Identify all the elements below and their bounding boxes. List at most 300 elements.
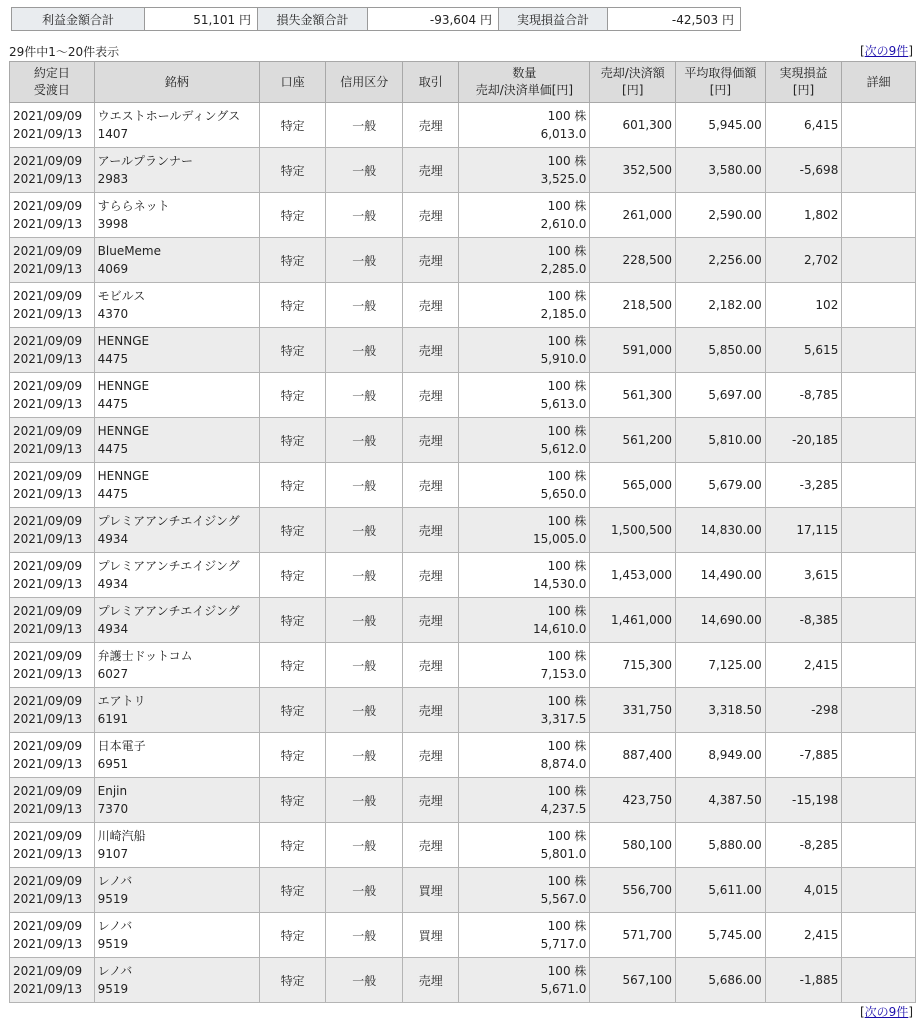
margin-type: 一般 — [326, 373, 403, 418]
profit-total-label: 利益金額合計 — [12, 8, 145, 31]
trade-date: 2021/09/09 — [13, 964, 83, 978]
realized-pl: 3,615 — [765, 553, 842, 598]
date-cell — [10, 733, 95, 778]
unit-price: 7,153.0 — [540, 667, 587, 681]
stock-name: ウエストホールディングス — [97, 109, 241, 123]
date-cell — [10, 508, 95, 553]
stock-name: エアトリ — [97, 694, 146, 708]
qty-cell — [459, 553, 590, 598]
margin-type: 一般 — [326, 598, 403, 643]
margin-type: 一般 — [326, 193, 403, 238]
pagination-top: [次の9件] — [859, 44, 913, 58]
avg-cost: 5,697.00 — [676, 373, 766, 418]
table-row — [10, 148, 916, 193]
table-row — [10, 598, 916, 643]
settle-date: 2021/09/13 — [13, 397, 83, 411]
table-row — [10, 463, 916, 508]
account-type: 特定 — [259, 643, 326, 688]
stock-code: 6027 — [97, 667, 129, 681]
settle-date: 2021/09/13 — [13, 532, 83, 546]
header-date: 約定日 受渡日 — [10, 62, 95, 103]
realized-pl: 5,615 — [765, 328, 842, 373]
date-cell — [10, 598, 95, 643]
trade-type: 売埋 — [402, 553, 458, 598]
unit-price: 5,910.0 — [540, 352, 587, 366]
qty-cell — [459, 958, 590, 1003]
table-row — [10, 193, 916, 238]
stock-code: 6951 — [97, 757, 129, 771]
settle-amount: 561,200 — [590, 418, 676, 463]
trade-date: 2021/09/09 — [13, 919, 83, 933]
avg-cost: 5,850.00 — [676, 328, 766, 373]
date-cell — [10, 103, 95, 148]
date-cell — [10, 778, 95, 823]
stock-name: HENNGE — [97, 334, 150, 348]
detail-cell — [842, 238, 916, 283]
table-row — [10, 373, 916, 418]
trade-type: 売埋 — [402, 148, 458, 193]
stock-cell — [94, 418, 259, 463]
realized-total-label: 実現損益合計 — [499, 8, 608, 31]
header-detail: 詳細 — [842, 62, 916, 103]
margin-type: 一般 — [326, 553, 403, 598]
unit-price: 4,237.5 — [540, 802, 587, 816]
trade-date: 2021/09/09 — [13, 694, 83, 708]
date-cell — [10, 553, 95, 598]
detail-cell — [842, 328, 916, 373]
realized-pl: -298 — [765, 688, 842, 733]
unit-price: 15,005.0 — [532, 532, 587, 546]
trade-type: 売埋 — [402, 643, 458, 688]
settle-amount: 601,300 — [590, 103, 676, 148]
qty-cell — [459, 643, 590, 688]
stock-code: 2983 — [97, 172, 129, 186]
header-realized-pl: 実現損益 [円] — [765, 62, 842, 103]
margin-type: 一般 — [326, 688, 403, 733]
profit-total-value: 51,101 円 — [145, 8, 258, 31]
realized-pl: 2,415 — [765, 913, 842, 958]
quantity: 100 株 — [547, 964, 587, 978]
stock-code: 4475 — [97, 397, 129, 411]
unit-price: 5,717.0 — [540, 937, 587, 951]
settle-amount: 556,700 — [590, 868, 676, 913]
margin-type: 一般 — [326, 913, 403, 958]
stock-code: 3998 — [97, 217, 129, 231]
table-row — [10, 823, 916, 868]
stock-cell — [94, 958, 259, 1003]
table-row — [10, 778, 916, 823]
header-name: 銘柄 — [94, 62, 259, 103]
detail-cell — [842, 373, 916, 418]
realized-pl: 17,115 — [765, 508, 842, 553]
detail-cell — [842, 283, 916, 328]
stock-cell — [94, 643, 259, 688]
stock-name: レノバ — [97, 919, 133, 933]
settle-date: 2021/09/13 — [13, 982, 83, 996]
avg-cost: 4,387.50 — [676, 778, 766, 823]
trade-type: 売埋 — [402, 283, 458, 328]
account-type: 特定 — [259, 103, 326, 148]
stock-name: プレミアアンチエイジング — [97, 514, 240, 528]
date-cell — [10, 643, 95, 688]
quantity: 100 株 — [547, 604, 587, 618]
stock-name: レノバ — [97, 874, 133, 888]
trade-type: 売埋 — [402, 103, 458, 148]
unit-price: 14,610.0 — [532, 622, 587, 636]
trade-date: 2021/09/09 — [13, 874, 83, 888]
stock-code: 4934 — [97, 622, 129, 636]
quantity: 100 株 — [547, 874, 587, 888]
stock-cell — [94, 823, 259, 868]
margin-type: 一般 — [326, 508, 403, 553]
account-type: 特定 — [259, 463, 326, 508]
quantity: 100 株 — [547, 649, 587, 663]
settle-date: 2021/09/13 — [13, 577, 83, 591]
table-row — [10, 913, 916, 958]
trade-date: 2021/09/09 — [13, 334, 83, 348]
avg-cost: 5,745.00 — [676, 913, 766, 958]
trade-type: 売埋 — [402, 373, 458, 418]
trade-type: 売埋 — [402, 733, 458, 778]
date-cell — [10, 868, 95, 913]
qty-cell — [459, 463, 590, 508]
quantity: 100 株 — [547, 469, 587, 483]
account-type: 特定 — [259, 193, 326, 238]
date-cell — [10, 328, 95, 373]
unit-price: 3,317.5 — [540, 712, 587, 726]
table-row — [10, 643, 916, 688]
trade-type: 売埋 — [402, 463, 458, 508]
margin-type: 一般 — [326, 823, 403, 868]
avg-cost: 5,679.00 — [676, 463, 766, 508]
stock-code: 4475 — [97, 487, 129, 501]
settle-date: 2021/09/13 — [13, 442, 83, 456]
settle-amount: 591,000 — [590, 328, 676, 373]
header-qty: 数量 売却/決済単価[円] — [459, 62, 590, 103]
trade-date: 2021/09/09 — [13, 469, 83, 483]
account-type: 特定 — [259, 418, 326, 463]
margin-type: 一般 — [326, 238, 403, 283]
realized-pl: 2,415 — [765, 643, 842, 688]
settle-date: 2021/09/13 — [13, 217, 83, 231]
stock-name: プレミアアンチエイジング — [97, 559, 240, 573]
stock-name: HENNGE — [97, 469, 150, 483]
quantity: 100 株 — [547, 109, 587, 123]
stock-name: 川崎汽船 — [97, 829, 146, 843]
unit-price: 2,610.0 — [540, 217, 587, 231]
quantity: 100 株 — [547, 784, 587, 798]
account-type: 特定 — [259, 508, 326, 553]
realized-pl: 4,015 — [765, 868, 842, 913]
qty-cell — [459, 733, 590, 778]
stock-name: アールプランナー — [97, 154, 194, 168]
settle-amount: 352,500 — [590, 148, 676, 193]
next-page-link[interactable]: 次の9件 — [864, 1005, 909, 1019]
stock-cell — [94, 373, 259, 418]
realized-pl: -8,785 — [765, 373, 842, 418]
settle-date: 2021/09/13 — [13, 712, 83, 726]
settle-amount: 887,400 — [590, 733, 676, 778]
stock-cell — [94, 553, 259, 598]
quantity: 100 株 — [547, 244, 587, 258]
detail-cell — [842, 958, 916, 1003]
header-margin: 信用区分 — [326, 62, 403, 103]
quantity: 100 株 — [547, 739, 587, 753]
table-row — [10, 103, 916, 148]
realized-total-value: -42,503 円 — [608, 8, 741, 31]
qty-cell — [459, 868, 590, 913]
settle-amount: 228,500 — [590, 238, 676, 283]
qty-cell — [459, 598, 590, 643]
trade-date: 2021/09/09 — [13, 829, 83, 843]
stock-cell — [94, 328, 259, 373]
table-row — [10, 688, 916, 733]
next-page-link[interactable]: 次の9件 — [864, 44, 909, 58]
trade-date: 2021/09/09 — [13, 649, 83, 663]
settle-amount: 571,700 — [590, 913, 676, 958]
trade-type: 買埋 — [402, 913, 458, 958]
margin-type: 一般 — [326, 328, 403, 373]
unit-price: 8,874.0 — [540, 757, 587, 771]
stock-name: HENNGE — [97, 424, 150, 438]
qty-cell — [459, 283, 590, 328]
margin-type: 一般 — [326, 733, 403, 778]
settle-amount: 423,750 — [590, 778, 676, 823]
qty-cell — [459, 688, 590, 733]
avg-cost: 5,880.00 — [676, 823, 766, 868]
stock-code: 9519 — [97, 892, 129, 906]
settle-date: 2021/09/13 — [13, 622, 83, 636]
avg-cost: 14,830.00 — [676, 508, 766, 553]
margin-type: 一般 — [326, 643, 403, 688]
trade-type: 売埋 — [402, 418, 458, 463]
trade-date: 2021/09/09 — [13, 514, 83, 528]
table-row — [10, 418, 916, 463]
settle-date: 2021/09/13 — [13, 127, 83, 141]
detail-cell — [842, 688, 916, 733]
stock-code: 9107 — [97, 847, 129, 861]
stock-cell — [94, 193, 259, 238]
settle-date: 2021/09/13 — [13, 487, 83, 501]
qty-cell — [459, 508, 590, 553]
realized-pl: 2,702 — [765, 238, 842, 283]
trade-type: 売埋 — [402, 958, 458, 1003]
stock-cell — [94, 103, 259, 148]
realized-pl: 1,802 — [765, 193, 842, 238]
unit-price: 5,671.0 — [540, 982, 587, 996]
date-cell — [10, 418, 95, 463]
stock-cell — [94, 463, 259, 508]
detail-cell — [842, 418, 916, 463]
header-avg-cost: 平均取得価額 [円] — [676, 62, 766, 103]
account-type: 特定 — [259, 913, 326, 958]
avg-cost: 14,490.00 — [676, 553, 766, 598]
stock-cell — [94, 868, 259, 913]
realized-pl: -8,385 — [765, 598, 842, 643]
stock-name: すららネット — [97, 199, 170, 213]
settle-date: 2021/09/13 — [13, 757, 83, 771]
avg-cost: 5,686.00 — [676, 958, 766, 1003]
trade-date: 2021/09/09 — [13, 289, 83, 303]
qty-cell — [459, 823, 590, 868]
detail-cell — [842, 508, 916, 553]
date-cell — [10, 283, 95, 328]
detail-cell — [842, 823, 916, 868]
table-header — [10, 62, 916, 103]
summary-bar — [11, 7, 741, 31]
quantity: 100 株 — [547, 289, 587, 303]
account-type: 特定 — [259, 688, 326, 733]
loss-total-value: -93,604 円 — [368, 8, 499, 31]
trade-date: 2021/09/09 — [13, 784, 83, 798]
quantity: 100 株 — [547, 379, 587, 393]
trade-history-table — [9, 61, 916, 1003]
settle-amount: 1,453,000 — [590, 553, 676, 598]
stock-name: Enjin — [97, 784, 128, 798]
settle-amount: 1,461,000 — [590, 598, 676, 643]
date-cell — [10, 823, 95, 868]
stock-cell — [94, 913, 259, 958]
detail-cell — [842, 193, 916, 238]
header-trade: 取引 — [402, 62, 458, 103]
detail-cell — [842, 643, 916, 688]
unit-price: 5,613.0 — [540, 397, 587, 411]
unit-price: 5,567.0 — [540, 892, 587, 906]
unit-price: 2,285.0 — [540, 262, 587, 276]
settle-date: 2021/09/13 — [13, 352, 83, 366]
quantity: 100 株 — [547, 919, 587, 933]
table-row — [10, 238, 916, 283]
account-type: 特定 — [259, 778, 326, 823]
account-type: 特定 — [259, 373, 326, 418]
trade-date: 2021/09/09 — [13, 244, 83, 258]
date-cell — [10, 958, 95, 1003]
detail-cell — [842, 868, 916, 913]
trade-date: 2021/09/09 — [13, 109, 83, 123]
stock-code: 4475 — [97, 352, 129, 366]
unit-price: 2,185.0 — [540, 307, 587, 321]
realized-pl: 102 — [765, 283, 842, 328]
stock-name: HENNGE — [97, 379, 150, 393]
avg-cost: 2,182.00 — [676, 283, 766, 328]
avg-cost: 5,945.00 — [676, 103, 766, 148]
detail-cell — [842, 553, 916, 598]
avg-cost: 2,590.00 — [676, 193, 766, 238]
qty-cell — [459, 778, 590, 823]
settle-date: 2021/09/13 — [13, 937, 83, 951]
stock-name: 日本電子 — [97, 739, 146, 753]
account-type: 特定 — [259, 328, 326, 373]
avg-cost: 8,949.00 — [676, 733, 766, 778]
stock-code: 6191 — [97, 712, 129, 726]
detail-cell — [842, 733, 916, 778]
account-type: 特定 — [259, 823, 326, 868]
settle-amount: 261,000 — [590, 193, 676, 238]
quantity: 100 株 — [547, 694, 587, 708]
margin-type: 一般 — [326, 958, 403, 1003]
realized-pl: -7,885 — [765, 733, 842, 778]
stock-name: 弁護士ドットコム — [97, 649, 193, 663]
realized-pl: -20,185 — [765, 418, 842, 463]
settle-date: 2021/09/13 — [13, 847, 83, 861]
trade-type: 売埋 — [402, 598, 458, 643]
table-row — [10, 328, 916, 373]
settle-amount: 561,300 — [590, 373, 676, 418]
account-type: 特定 — [259, 958, 326, 1003]
realized-pl: -3,285 — [765, 463, 842, 508]
trade-type: 売埋 — [402, 778, 458, 823]
account-type: 特定 — [259, 148, 326, 193]
date-cell — [10, 913, 95, 958]
pagination-bottom: [次の9件] — [859, 1005, 913, 1019]
margin-type: 一般 — [326, 778, 403, 823]
date-cell — [10, 238, 95, 283]
table-row — [10, 283, 916, 328]
quantity: 100 株 — [547, 559, 587, 573]
date-cell — [10, 463, 95, 508]
account-type: 特定 — [259, 238, 326, 283]
header-amount: 売却/決済額 [円] — [590, 62, 676, 103]
trade-type: 売埋 — [402, 328, 458, 373]
margin-type: 一般 — [326, 418, 403, 463]
account-type: 特定 — [259, 598, 326, 643]
trade-type: 売埋 — [402, 238, 458, 283]
stock-code: 9519 — [97, 982, 129, 996]
account-type: 特定 — [259, 283, 326, 328]
unit-price: 5,801.0 — [540, 847, 587, 861]
qty-cell — [459, 103, 590, 148]
trade-date: 2021/09/09 — [13, 379, 83, 393]
table-row — [10, 868, 916, 913]
date-cell — [10, 148, 95, 193]
date-cell — [10, 373, 95, 418]
unit-price: 6,013.0 — [540, 127, 587, 141]
stock-code: 4370 — [97, 307, 129, 321]
trade-date: 2021/09/09 — [13, 424, 83, 438]
detail-cell — [842, 148, 916, 193]
settle-date: 2021/09/13 — [13, 172, 83, 186]
margin-type: 一般 — [326, 283, 403, 328]
quantity: 100 株 — [547, 334, 587, 348]
account-type: 特定 — [259, 733, 326, 778]
settle-date: 2021/09/13 — [13, 262, 83, 276]
table-row — [10, 733, 916, 778]
realized-pl: -1,885 — [765, 958, 842, 1003]
realized-pl: 6,415 — [765, 103, 842, 148]
table-row — [10, 508, 916, 553]
realized-pl: -15,198 — [765, 778, 842, 823]
trade-type: 売埋 — [402, 823, 458, 868]
qty-cell — [459, 373, 590, 418]
realized-pl: -5,698 — [765, 148, 842, 193]
header-account: 口座 — [259, 62, 326, 103]
stock-cell — [94, 283, 259, 328]
quantity: 100 株 — [547, 154, 587, 168]
loss-total-label: 損失金額合計 — [258, 8, 368, 31]
quantity: 100 株 — [547, 199, 587, 213]
qty-cell — [459, 148, 590, 193]
trade-type: 売埋 — [402, 688, 458, 733]
quantity: 100 株 — [547, 424, 587, 438]
unit-price: 5,650.0 — [540, 487, 587, 501]
margin-type: 一般 — [326, 148, 403, 193]
stock-cell — [94, 778, 259, 823]
realized-pl: -8,285 — [765, 823, 842, 868]
unit-price: 5,612.0 — [540, 442, 587, 456]
avg-cost: 5,611.00 — [676, 868, 766, 913]
quantity: 100 株 — [547, 829, 587, 843]
stock-code: 4934 — [97, 532, 129, 546]
